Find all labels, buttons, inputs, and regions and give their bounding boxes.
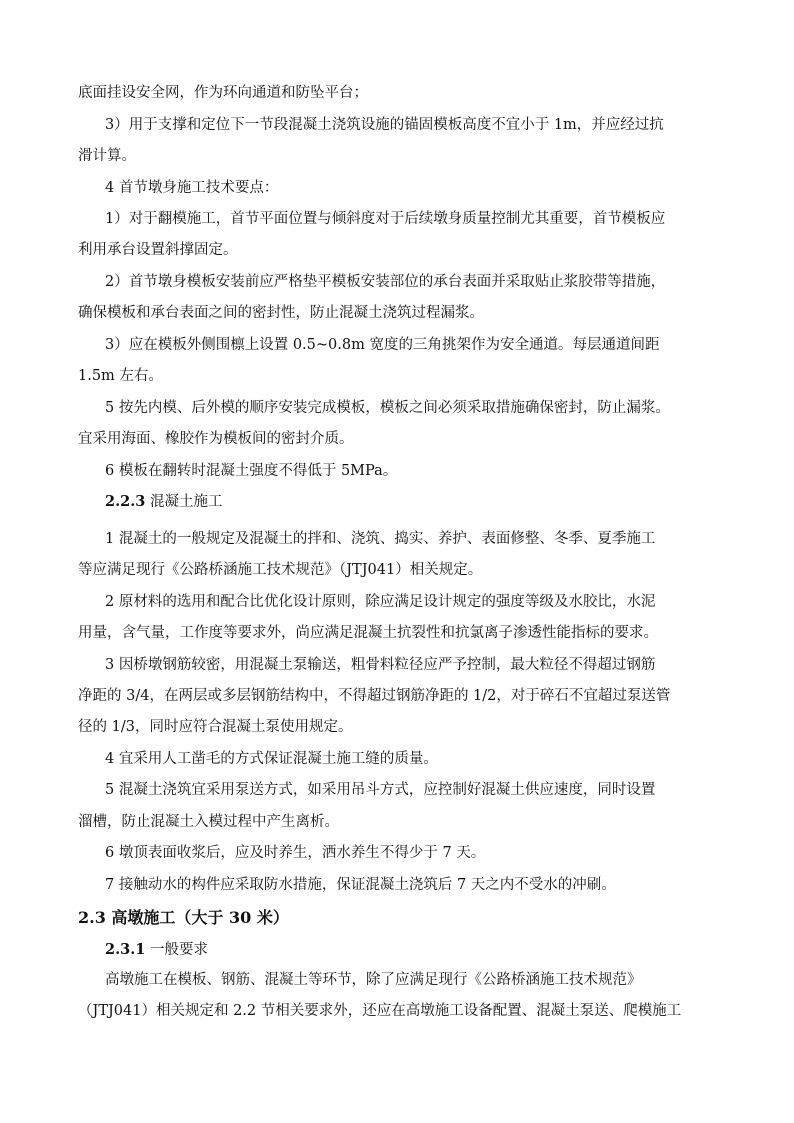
section-heading: 2.3 高墩施工（大于 30 米） — [78, 908, 289, 927]
text-line: 4 宜采用人工凿毛的方式保证混凝土施工缝的质量。 — [105, 751, 438, 767]
text-line: 1 混凝土的一般规定及混凝土的拌和、浇筑、捣实、养护、表面修整、冬季、夏季施工 — [105, 531, 656, 547]
text-line: 高墩施工在模板、钢筋、混凝土等环节，除了应满足现行《公路桥涵施工技术规范》 — [105, 972, 642, 988]
text-line: 径的 1/3，同时应符合混凝土泵使用规定。 — [78, 719, 353, 735]
text-line: 6 墩顶表面收浆后，应及时养生，洒水养生不得少于 7 天。 — [105, 845, 486, 861]
text-line: 7 接触动水的构件应采取防水措施，保证混凝土浇筑后 7 天之内不受水的冲刷。 — [105, 877, 616, 893]
subsection-number: 2.2.3 — [105, 493, 146, 510]
subsection-title: 一般要求 — [149, 942, 208, 958]
text-line: 6 模板在翻转时混凝土强度不得低于 5MPa。 — [105, 463, 398, 479]
text-line: 净距的 3/4，在两层或多层钢筋结构中，不得超过钢筋净距的 1/2，对于碎石不宜超过泵送管 — [78, 688, 671, 704]
text-line: 2 原材料的选用和配合比优化设计原则，除应满足设计规定的强度等级及水胶比，水泥 — [105, 594, 656, 610]
text-line: 利用承台设置斜撑固定。 — [78, 242, 238, 258]
subsection-number: 2.3.1 — [105, 941, 146, 958]
text-line: 1.5m 左右。 — [78, 368, 163, 384]
subsection-heading — [105, 492, 222, 512]
text-line: 3 因桥墩钢筋较密，用混凝土泵输送，粗骨料粒径应严予控制，最大粒径不得超过钢筋 — [105, 657, 656, 673]
text-line: 2）首节墩身模板安装前应严格垫平模板安装部位的承台表面并采取贴止浆胶带等措施， — [105, 274, 666, 290]
text-line: 底面挂设安全网，作为环向通道和防坠平台； — [78, 85, 368, 101]
text-line: （JTJ041）相关规定和 2.2 节相关要求外，还应在高墩施工设备配置、混凝土泵送、爬模施工 — [78, 1003, 682, 1019]
text-line: 确保模板和承台表面之间的密封性，防止混凝土浇筑过程漏浆。 — [78, 305, 484, 321]
text-line: 宜采用海面、橡胶作为模板间的密封介质。 — [78, 431, 354, 447]
text-line: 3）应在模板外侧围檩上设置 0.5~0.8m 宽度的三角挑架作为安全通道。每层通道间距 — [105, 337, 660, 353]
text-line: 滑计算。 — [78, 148, 136, 164]
text-line: 3）用于支撑和定位下一节段混凝土浇筑设施的锚固模板高度不宜小于 1m，并应经过抗 — [105, 117, 664, 133]
subsection-title: 混凝土施工 — [149, 494, 223, 510]
text-line: 5 混凝土浇筑宜采用泵送方式，如采用吊斗方式，应控制好混凝土供应速度，同时设置 — [105, 782, 656, 798]
text-line: 溜槽，防止混凝土入模过程中产生离析。 — [78, 814, 339, 830]
subsection-heading — [105, 940, 208, 960]
text-line: 用量，含气量，工作度等要求外，尚应满足混凝土抗裂性和抗氯离子渗透性能指标的要求。 — [78, 625, 658, 641]
text-line: 1）对于翻模施工，首节平面位置与倾斜度对于后续墩身质量控制尤其重要，首节模板应 — [105, 211, 666, 227]
text-line: 等应满足现行《公路桥涵施工技术规范》（JTJ041）相关规定。 — [78, 562, 483, 578]
text-line: 4 首节墩身施工技术要点： — [105, 180, 279, 196]
text-line: 5 按先内模、后外模的顺序安装完成模板，模板之间必须采取措施确保密封，防止漏浆。 — [105, 400, 670, 416]
